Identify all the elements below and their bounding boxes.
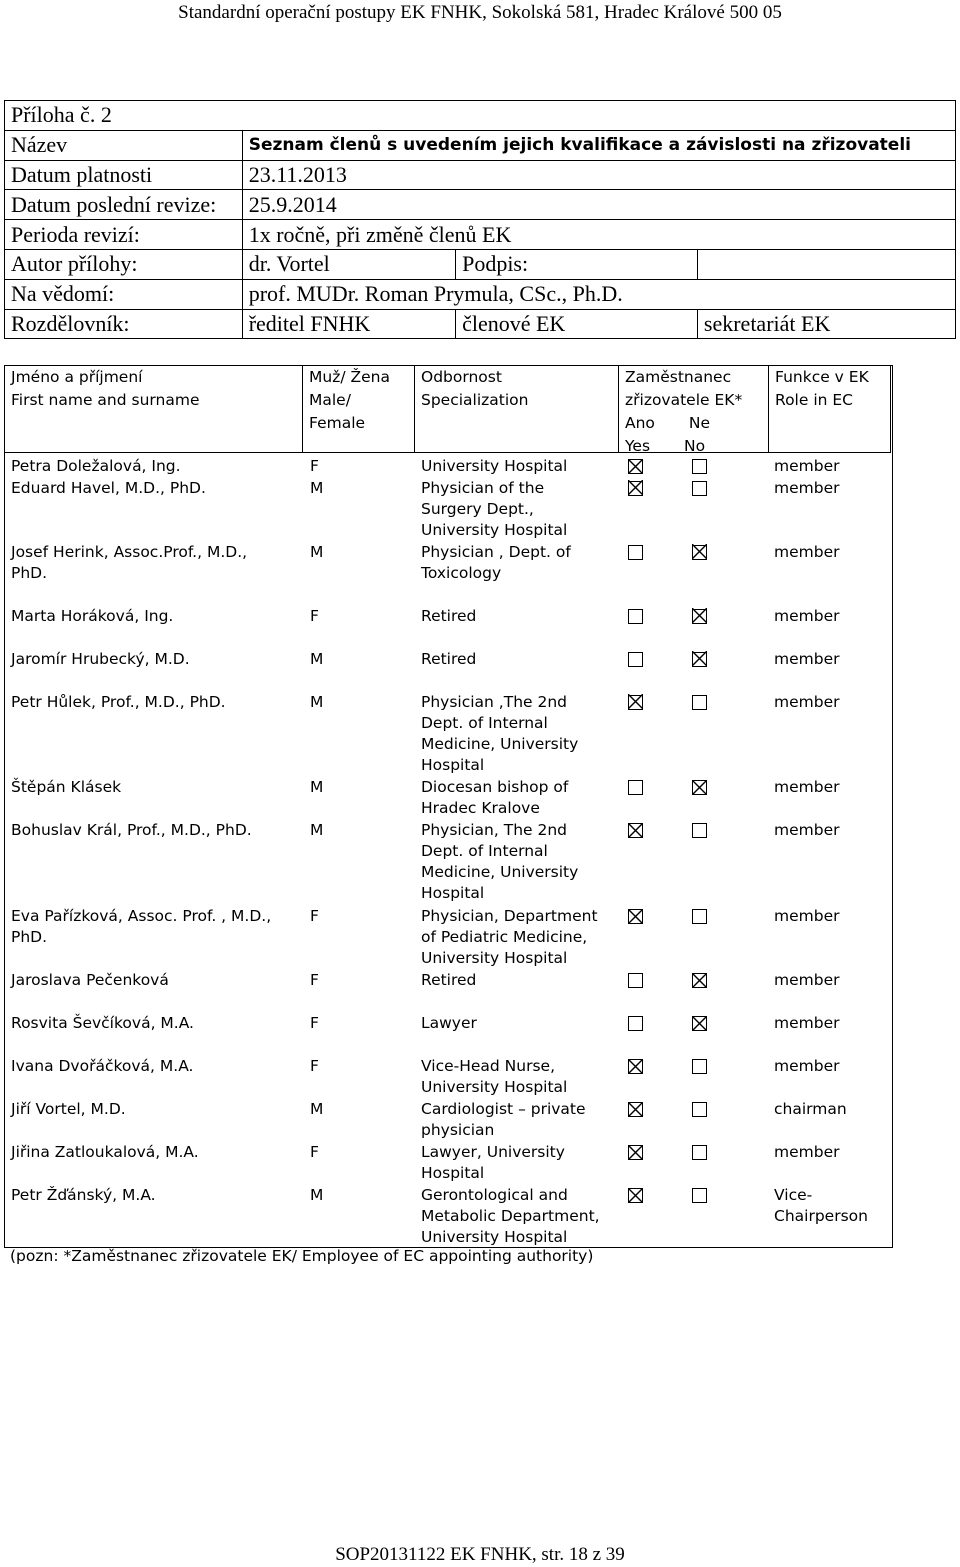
signature-value xyxy=(697,249,955,279)
yes-en: Yes xyxy=(625,437,651,455)
member-specialization-line: University Hospital xyxy=(421,457,568,475)
member-role-line: member xyxy=(774,1143,840,1161)
member-specialization xyxy=(421,649,476,670)
member-specialization-line: Hospital xyxy=(421,755,485,774)
member-specialization xyxy=(421,1099,586,1141)
member-specialization xyxy=(421,970,476,991)
member-specialization-line: University Hospital xyxy=(421,520,568,539)
employee-no-checkbox xyxy=(692,481,707,496)
cross-mark-icon xyxy=(692,544,707,559)
member-name-line: Petra Doležalová, Ing. xyxy=(11,457,181,475)
employee-no-checkbox xyxy=(692,459,707,474)
period-label: Perioda revizí: xyxy=(5,220,243,250)
member-specialization-line: University Hospital xyxy=(421,949,568,967)
member-name-line: Štěpán Klásek xyxy=(11,778,122,796)
meta-row-author xyxy=(5,249,956,279)
member-name xyxy=(11,1099,126,1120)
member-specialization-line: Hospital xyxy=(421,1164,485,1182)
member-gender: M xyxy=(310,1186,324,1204)
member-name-line: Bohuslav Král, Prof., M.D., PhD. xyxy=(11,821,252,839)
member-name xyxy=(11,1185,156,1206)
employee-no-checkbox xyxy=(692,1102,707,1117)
member-role xyxy=(774,777,839,798)
member-role-line: member xyxy=(774,971,840,989)
member-specialization-line: University Hospital xyxy=(421,1228,568,1246)
member-role-line: member xyxy=(774,907,840,925)
member-gender: M xyxy=(310,821,324,839)
cross-mark-icon xyxy=(628,480,643,495)
member-gender: M xyxy=(310,478,324,497)
member-name xyxy=(11,456,181,477)
member-specialization-line: Medicine, University xyxy=(421,734,579,753)
appendix-label: Příloha č. 2 xyxy=(5,101,956,131)
employee-yes-checkbox xyxy=(628,1102,643,1117)
member-name-line: Jiří Vortel, M.D. xyxy=(11,1100,126,1118)
member-name xyxy=(11,649,190,670)
employee-no-checkbox xyxy=(692,909,707,924)
employee-yes-checkbox xyxy=(628,823,643,838)
employee-no-checkbox xyxy=(692,780,707,795)
member-specialization xyxy=(421,542,571,584)
column-header-gender-line3: Female xyxy=(309,414,366,432)
cross-mark-icon xyxy=(628,1145,643,1160)
member-name-line: PhD. xyxy=(11,563,48,582)
employee-no-checkbox xyxy=(692,1016,707,1031)
employee-yes-checkbox xyxy=(628,695,643,710)
member-role-line: Vice- xyxy=(774,1186,813,1204)
member-gender: F xyxy=(310,907,319,925)
page-footer: SOP20131122 EK FNHK, str. 18 z 39 xyxy=(335,1544,625,1565)
member-gender: F xyxy=(310,1057,319,1075)
member-role-line: member xyxy=(774,606,840,625)
member-specialization-line: Physician of the xyxy=(421,478,545,497)
meta-row-notice xyxy=(5,279,956,309)
document-title: Seznam členů s uvedením jejich kvalifikace a závislosti na zřizovateli xyxy=(242,130,955,160)
member-role-line: member xyxy=(774,457,840,475)
cross-mark-icon xyxy=(692,973,707,988)
member-specialization-line: Hospital xyxy=(421,884,485,902)
employee-yes-checkbox xyxy=(628,459,643,474)
column-header-name-cz: Jméno a příjmení xyxy=(11,368,143,386)
name-label: Název xyxy=(5,130,243,160)
member-specialization xyxy=(421,478,567,541)
column-header-spec-en: Specialization xyxy=(421,391,529,409)
member-role xyxy=(774,1099,847,1120)
member-specialization xyxy=(421,692,578,776)
member-specialization-line: Medicine, University xyxy=(421,863,579,881)
revision-value: 25.9.2014 xyxy=(242,190,955,220)
member-name xyxy=(11,542,247,584)
member-name-line: Jaromír Hrubecký, M.D. xyxy=(11,649,190,668)
cross-mark-icon xyxy=(628,823,643,838)
member-specialization-line: Lawyer, University xyxy=(421,1143,565,1161)
member-role xyxy=(774,456,839,477)
member-specialization xyxy=(421,906,598,969)
employee-yes-checkbox xyxy=(628,481,643,496)
member-specialization-line: Hradec Kralove xyxy=(421,799,540,817)
employee-yes-checkbox xyxy=(628,609,643,624)
notice-value: prof. MUDr. Roman Prymula, CSc., Ph.D. xyxy=(242,279,955,309)
header-divider xyxy=(5,452,891,453)
member-name xyxy=(11,777,121,798)
column-header-name-en: First name and surname xyxy=(11,391,200,409)
column-header-employee-line1: Zaměstnanec xyxy=(625,368,732,386)
employee-yes-checkbox xyxy=(628,1059,643,1074)
footnote: (pozn: *Zaměstnanec zřizovatele EK/ Employee of EC appointing authority) xyxy=(10,1247,594,1265)
column-header-yes-no-en xyxy=(619,435,768,458)
member-gender: M xyxy=(310,778,324,796)
member-name-line: Rosvita Ševčíková, M.A. xyxy=(11,1014,194,1032)
cross-mark-icon xyxy=(628,909,643,924)
employee-no-checkbox xyxy=(692,545,707,560)
cross-mark-icon xyxy=(628,694,643,709)
member-name-line: Petr Žďánský, M.A. xyxy=(11,1186,156,1204)
meta-row-revision xyxy=(5,190,956,220)
employee-no-checkbox xyxy=(692,609,707,624)
member-role-line: member xyxy=(774,1014,840,1032)
member-role xyxy=(774,820,839,841)
member-specialization-line: Vice-Head Nurse, xyxy=(421,1057,556,1075)
column-header-gender xyxy=(303,366,415,452)
cross-mark-icon xyxy=(692,1016,707,1031)
member-role xyxy=(774,692,839,713)
member-specialization-line: physician xyxy=(421,1121,495,1139)
cross-mark-icon xyxy=(692,608,707,623)
member-name xyxy=(11,970,169,991)
column-header-employee-line2: zřizovatele EK* xyxy=(625,391,743,409)
member-name xyxy=(11,478,206,499)
member-role-line: member xyxy=(774,542,840,561)
employee-no-checkbox xyxy=(692,823,707,838)
member-specialization-line: Dept. of Internal xyxy=(421,713,548,732)
member-role-line: member xyxy=(774,778,840,796)
author-label: Autor přílohy: xyxy=(5,249,243,279)
member-role xyxy=(774,1185,868,1227)
employee-no-checkbox xyxy=(692,973,707,988)
no-en: No xyxy=(684,437,706,455)
signature-label: Podpis: xyxy=(456,249,698,279)
cross-mark-icon xyxy=(628,459,643,474)
cross-mark-icon xyxy=(628,1059,643,1074)
valid-label: Datum platnosti xyxy=(5,160,243,190)
member-name xyxy=(11,606,173,627)
member-role-line: member xyxy=(774,649,840,668)
cross-mark-icon xyxy=(692,651,707,666)
employee-yes-checkbox xyxy=(628,1145,643,1160)
member-role-line: Chairperson xyxy=(774,1207,868,1225)
member-gender: F xyxy=(310,457,319,475)
column-header-role-cz: Funkce v EK xyxy=(775,368,869,386)
member-specialization-line: Physician , Dept. of xyxy=(421,542,571,561)
member-role-line: member xyxy=(774,478,840,497)
employee-yes-checkbox xyxy=(628,780,643,795)
employee-no-checkbox xyxy=(692,1145,707,1160)
employee-yes-checkbox xyxy=(628,1016,643,1031)
member-role-line: member xyxy=(774,821,840,839)
meta-row-valid xyxy=(5,160,956,190)
member-role xyxy=(774,970,839,991)
employee-yes-checkbox xyxy=(628,909,643,924)
member-gender: M xyxy=(310,1100,324,1118)
column-header-role xyxy=(769,366,891,452)
employee-yes-checkbox xyxy=(628,1188,643,1203)
revision-label: Datum poslední revize: xyxy=(5,190,243,220)
member-name xyxy=(11,1013,194,1034)
cross-mark-icon xyxy=(628,1102,643,1117)
employee-no-checkbox xyxy=(692,1188,707,1203)
member-role xyxy=(774,1142,839,1163)
member-gender: F xyxy=(310,1014,319,1032)
member-specialization-line: Lawyer xyxy=(421,1014,477,1032)
member-name xyxy=(11,906,271,948)
member-specialization-line: Physician ,The 2nd xyxy=(421,692,568,711)
member-role-line: member xyxy=(774,1057,840,1075)
member-name xyxy=(11,820,252,841)
column-header-yes-no-cz xyxy=(619,412,768,435)
member-specialization xyxy=(421,1013,477,1034)
member-role xyxy=(774,1013,839,1034)
member-specialization xyxy=(421,777,568,819)
member-name-line: Marta Horáková, Ing. xyxy=(11,606,174,625)
distribution-director: ředitel FNHK xyxy=(242,309,455,339)
member-name-line: Ivana Dvořáčková, M.A. xyxy=(11,1057,194,1075)
distribution-secretariat: sekretariát EK xyxy=(697,309,955,339)
employee-yes-checkbox xyxy=(628,545,643,560)
meta-row-period xyxy=(5,220,956,250)
member-role xyxy=(774,478,839,499)
member-name-line: Josef Herink, Assoc.Prof., M.D., xyxy=(11,542,248,561)
distribution-members: členové EK xyxy=(456,309,698,339)
member-role xyxy=(774,542,839,563)
member-specialization-line: Toxicology xyxy=(421,563,502,582)
column-header-employee xyxy=(619,366,769,455)
author-value: dr. Vortel xyxy=(242,249,455,279)
employee-no-checkbox xyxy=(692,1059,707,1074)
member-specialization xyxy=(421,456,567,477)
employee-yes-checkbox xyxy=(628,973,643,988)
member-specialization xyxy=(421,1142,565,1184)
member-specialization-line: Diocesan bishop of xyxy=(421,778,569,796)
distribution-label: Rozdělovník: xyxy=(5,309,243,339)
cross-mark-icon xyxy=(692,780,707,795)
member-role-line: member xyxy=(774,692,840,711)
member-gender: F xyxy=(310,1143,319,1161)
employee-yes-checkbox xyxy=(628,652,643,667)
member-name-line: Eduard Havel, M.D., PhD. xyxy=(11,478,206,497)
member-name-line: Jaroslava Pečenková xyxy=(11,971,169,989)
member-specialization-line: Retired xyxy=(421,606,477,625)
member-specialization-line: Metabolic Department, xyxy=(421,1207,600,1225)
column-header-name xyxy=(5,366,303,452)
member-name xyxy=(11,1056,193,1077)
member-name xyxy=(11,692,226,713)
meta-row-name xyxy=(5,130,956,160)
notice-label: Na vědomí: xyxy=(5,279,243,309)
member-specialization xyxy=(421,1056,567,1098)
member-role xyxy=(774,606,839,627)
page-header: Standardní operační postupy EK FNHK, Sokolská 581, Hradec Králové 500 05 xyxy=(178,2,782,23)
member-role xyxy=(774,906,839,927)
member-specialization-line: of Pediatric Medicine, xyxy=(421,928,588,946)
member-specialization-line: Surgery Dept., xyxy=(421,499,534,518)
member-specialization-line: University Hospital xyxy=(421,1078,568,1096)
column-header-gender-line2: Male/ xyxy=(309,391,351,409)
column-header-gender-line1: Muž/ Žena xyxy=(309,368,390,386)
cross-mark-icon xyxy=(628,1188,643,1203)
members-table xyxy=(4,365,893,1248)
member-name-line: PhD. xyxy=(11,928,48,946)
member-gender: M xyxy=(310,542,324,561)
member-specialization xyxy=(421,1185,600,1248)
no-cz: Ne xyxy=(688,414,711,432)
member-role xyxy=(774,649,839,670)
valid-value: 23.11.2013 xyxy=(242,160,955,190)
member-gender: F xyxy=(310,606,319,625)
meta-row-distribution xyxy=(5,309,956,339)
member-gender: F xyxy=(310,971,319,989)
member-name xyxy=(11,1142,199,1163)
member-specialization-line: Gerontological and xyxy=(421,1186,568,1204)
document-meta-table xyxy=(4,100,956,339)
employee-no-checkbox xyxy=(692,695,707,710)
member-specialization xyxy=(421,820,578,904)
member-specialization-line: Dept. of Internal xyxy=(421,842,548,860)
member-specialization-line: Physician, Department xyxy=(421,907,598,925)
member-specialization-line: Retired xyxy=(421,649,477,668)
period-value: 1x ročně, při změně členů EK xyxy=(242,220,955,250)
member-name-line: Petr Hůlek, Prof., M.D., PhD. xyxy=(11,692,226,711)
member-name-line: Eva Pařízková, Assoc. Prof. , M.D., xyxy=(11,907,272,925)
member-gender: M xyxy=(310,692,324,711)
column-header-role-en: Role in EC xyxy=(775,391,853,409)
member-specialization-line: Cardiologist – private xyxy=(421,1100,586,1118)
yes-cz: Ano xyxy=(625,414,655,432)
member-specialization-line: Physician, The 2nd xyxy=(421,821,568,839)
employee-no-checkbox xyxy=(692,652,707,667)
column-header-specialization xyxy=(415,366,619,452)
member-specialization-line: Retired xyxy=(421,971,477,989)
member-role-line: chairman xyxy=(774,1100,847,1118)
member-name-line: Jiřina Zatloukalová, M.A. xyxy=(11,1143,199,1161)
member-role xyxy=(774,1056,839,1077)
member-gender: M xyxy=(310,649,324,668)
member-specialization xyxy=(421,606,476,627)
meta-row-appendix xyxy=(5,101,956,131)
column-header-spec-cz: Odbornost xyxy=(421,368,502,386)
